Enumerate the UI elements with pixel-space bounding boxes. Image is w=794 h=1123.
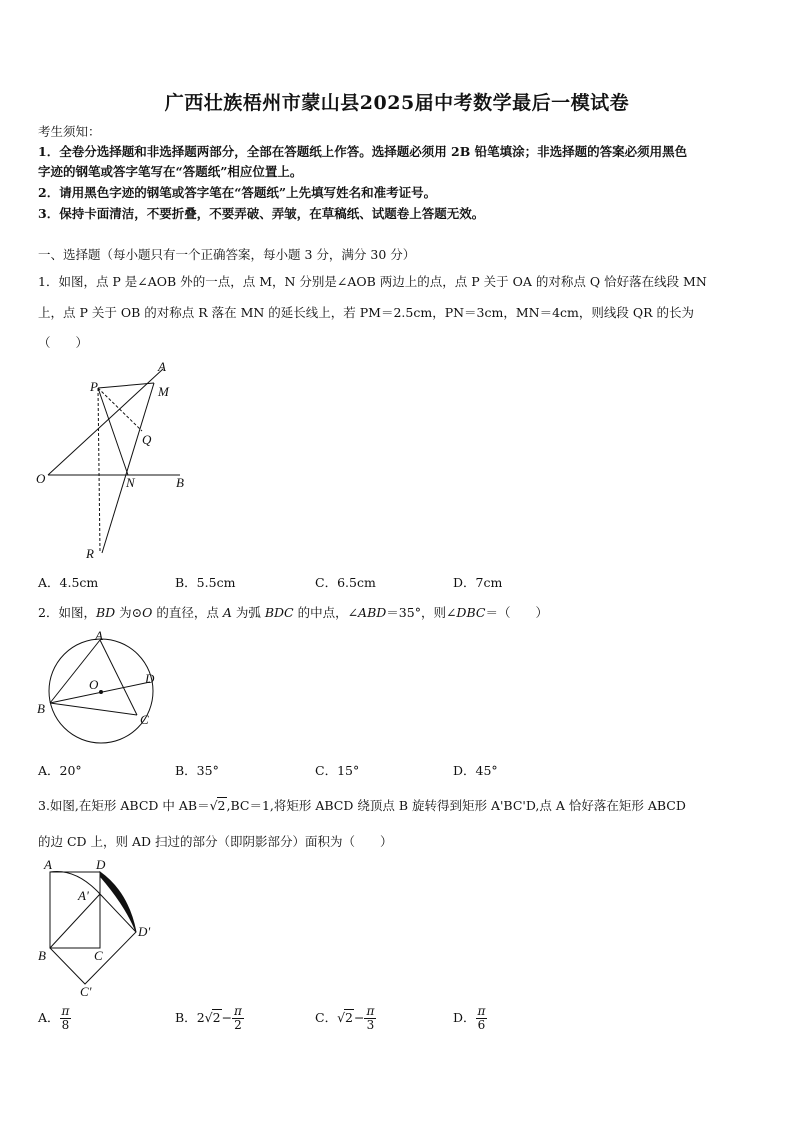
label-b: B — [176, 475, 184, 490]
segment-pr — [98, 388, 100, 553]
page-title: 广西壮族梧州市蒙山县2025届中考数学最后一模试卷 — [164, 92, 630, 114]
q2-option-a[interactable]: A．20° — [38, 763, 82, 778]
label-b: B — [37, 701, 45, 716]
label-c-prime: C' — [80, 984, 92, 999]
ray-oa — [48, 369, 163, 475]
notice-item-2: 2．请用黑色字迹的钢笔或答字笔在“答题纸”上先填写姓名和准考证号。 — [38, 185, 437, 200]
q2-option-b[interactable]: B．35° — [175, 763, 219, 778]
segment-pn — [98, 388, 128, 475]
label-d-prime: D' — [138, 924, 151, 939]
chord-ba — [50, 640, 100, 703]
q3-stem-line-2: 的边 CD 上，则 AD 扫过的部分（即阴影部分）面积为（ ） — [38, 834, 393, 849]
q1-stem-line-2: 上，点 P 关于 OB 的对称点 R 落在 MN 的延长线上，若 PM＝2.5cm，PN＝3cm，MN＝4cm，则线段 QR 的长为 — [38, 305, 695, 320]
q3-option-b[interactable]: B．2√2− $\frac{\pi}{2}$ — [175, 1004, 242, 1032]
q3-option-d[interactable]: D． $\frac{\pi}{6}$ — [453, 1004, 486, 1032]
q3-option-a[interactable]: A． $\frac{\pi}{8}$ — [38, 1004, 70, 1032]
label-n: N — [126, 475, 135, 490]
label-a: A — [95, 628, 103, 643]
notice-heading: 考生须知： — [38, 124, 101, 139]
q1-option-d[interactable]: D．7cm — [453, 575, 503, 590]
chord-bc — [50, 703, 137, 715]
q2-stem: 2．如图，BD 为⊙O 的直径，点 A 为弧 BDC 的中点，∠ABD＝35°，则∠DBC＝（ ） — [38, 605, 548, 620]
fraction: $\frac{\pi}{6}$ — [477, 1004, 486, 1032]
label-o: O — [89, 677, 99, 692]
q1-option-c[interactable]: C．6.5cm — [315, 575, 376, 590]
line-mn-extended — [102, 383, 154, 553]
q1-answer-paren: （ ） — [38, 335, 89, 350]
q2-figure — [30, 625, 160, 755]
q2-option-d[interactable]: D．45° — [453, 763, 498, 778]
label-m: M — [158, 384, 169, 399]
q1-stem-line-1: 1．如图，点 P 是∠AOB 外的一点，点 M，N 分别是∠AOB 两边上的点，点 P 关于 OA 的对称点 Q 恰好落在线段 MN — [38, 274, 707, 289]
section-heading: 一、选择题（每小题只有一个正确答案，每小题 3 分，满分 30 分） — [38, 247, 416, 262]
label-d: D — [145, 671, 155, 686]
label-a: A — [158, 359, 166, 374]
label-c: C — [140, 712, 149, 727]
label-a-prime: A' — [78, 888, 89, 903]
label-q: Q — [142, 432, 152, 447]
q2-option-c[interactable]: C．15° — [315, 763, 360, 778]
notice-item-1-line-2: 字迹的钢笔或答字笔写在“答题纸”相应位置上。 — [38, 164, 303, 179]
q1-option-b[interactable]: B．5.5cm — [175, 575, 236, 590]
label-r: R — [86, 546, 94, 561]
label-d: D — [96, 857, 106, 872]
label-b: B — [38, 948, 46, 963]
q3-figure — [30, 856, 170, 1004]
fraction: $\frac{\pi}{8}$ — [61, 1004, 70, 1032]
notice-item-1-line-1: 1．全卷分选择题和非选择题两部分，全部在答题纸上作答。选择题必须用 2B 铅笔填涂；非选择题的答案必须用黑色 — [38, 144, 688, 159]
q1-option-a[interactable]: A．4.5cm — [38, 575, 99, 590]
rectangle-abcd — [50, 872, 100, 948]
fraction: $\frac{\pi}{2}$ — [234, 1004, 242, 1032]
notice-item-3: 3．保持卡面清洁，不要折叠，不要弄破、弄皱，在草稿纸、试题卷上答题无效。 — [38, 206, 485, 221]
q1-figure — [30, 355, 200, 565]
label-p: P — [90, 379, 98, 394]
label-a: A — [44, 857, 52, 872]
q3-stem-line-1: 3.如图,在矩形 ABCD 中 AB＝√2,BC＝1,将矩形 ABCD 绕顶点 B 旋转得到矩形 A'BC'D,点 A 恰好落在矩形 ABCD — [38, 798, 686, 813]
label-c: C — [94, 948, 103, 963]
center-point — [99, 690, 103, 694]
arc-a — [50, 871, 100, 894]
q3-option-c[interactable]: C．√2− $\frac{\pi}{3}$ — [315, 1004, 375, 1032]
fraction: $\frac{\pi}{3}$ — [366, 1004, 375, 1032]
chord-ac — [100, 640, 137, 715]
label-o: O — [36, 471, 46, 486]
